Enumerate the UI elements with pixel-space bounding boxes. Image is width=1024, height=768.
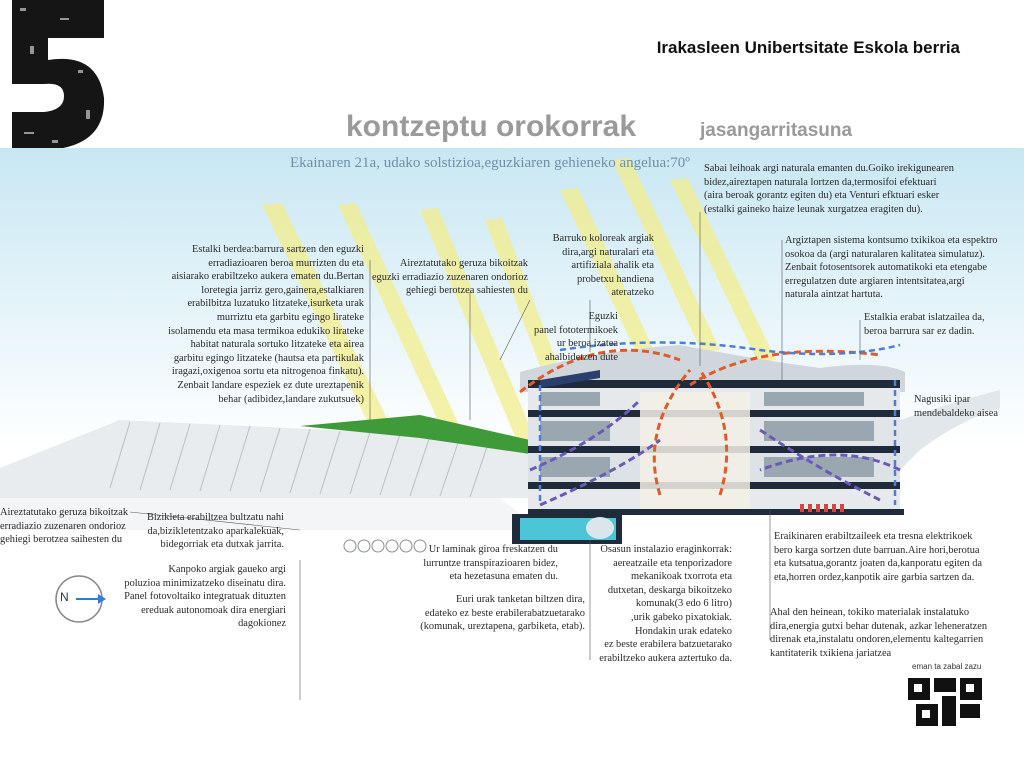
note-outdoor-lights: Kanpoko argiak gaueko argi poluzioa minimizatzeko diseinatu dira. Panel fotovoltaiko integratuak dituzten ereduak autonomoak dira energiari dagokionez <box>124 564 286 630</box>
note-solar-panel: Eguzki panel fototermikoek ur beroa izatea ahalbidetzen dute <box>534 311 618 363</box>
concept-subheading: jasangarritasuna <box>700 120 853 141</box>
ehu-motto: eman ta zabal zazu <box>912 662 982 671</box>
compass-label: N <box>60 590 69 604</box>
note-lighting: Argiztapen sistema kontsumo txikikoa eta espektro osokoa da (argi naturalaren kalitatea simulatuz). Zenbait fotosentsorek automatikoki eta etengabe erregulatzen dute argiaren intentsitatea,argi naturala aintzat hartuta. <box>785 235 998 301</box>
note-double-skin-top: Aireztatutako geruza bikoitzak eguzki erradiazio zuzenaren ondorioz gehiegi berotzea sahiesten du <box>371 258 528 297</box>
concept-heading: kontzeptu orokorrak <box>346 110 637 143</box>
note-health-installation: Osasun instalazio eraginkorrak: aereatzaile eta tenporizadore mekanikoak txorrota eta dutxetan, deskarga bikoitzeko komunak(3 edo 6 litro) ,urik gabeko pixatokiak. Hondakin urak edateko ez beste erabilera batzuetarako erabiltzeko aukera aztertuko da. <box>599 544 732 664</box>
note-double-skin-left: Aireztatutako geruza bikoitzak erradiazio zuzenaren ondorioz gehiegi berotzea saihesten du <box>0 507 129 546</box>
note-water-sheet: Ur laminak giroa freskatzen du lurruntze transpirazioaren bidez, eta hezetasuna ematen du. <box>423 544 558 583</box>
page-title: Irakasleen Unibertsitate Eskola berria <box>656 38 960 57</box>
note-heat-load: Eraikinaren erabiltzaileek eta tresna elektrikoek bero karga sortzen dute barruan.Aire hori,berotua eta kutsatua,gorantz joaten da,kanporatu egiten da eta,horren ordez,kanpotik aire garbia sartzen da. <box>774 531 983 583</box>
note-local-materials: Ahal den heinean, tokiko materialak instalatuko dira,energia gutxi behar dutenak, azkar leheneratzen direnak eta,instalatu ondoren,elementu kaltegarrien kantitaterik txikiena jariatzea <box>770 607 988 659</box>
note-interior-colors: Barruko koloreak argiak dira,argi naturalari eta artifiziala ahalik eta probetxu handiena ateratzeko <box>552 233 654 299</box>
note-north-wind: Nagusiki ipar mendebaldeko aisea <box>914 394 998 419</box>
solstice-caption: Ekainaren 21a, udako solstizioa,eguzkiaren gehieneko angelua:70º <box>290 155 690 171</box>
faculty-5-logo <box>0 0 112 150</box>
note-bicycle: Bizikleta erabiltzea bultzatu nahi da,bizikletentzako aparkalekuak, bidegorriak eta dutxak jarrita. <box>146 512 284 551</box>
note-green-roof: Estalki berdea:barrura sartzen den eguzki erradiazioaren beroa murrizten du eta aisiarako erabiltzeko aukera ematen du.Bertan loretegia jarriz gero,gainera,estalkiaren erabilbitza luzatuko litzateke,isurketa urak murriztu eta garbitu egingo lirateke isolamendu eta masa termikoa edukiko lirateke habitat naturala sortuko litzateke eta airea garbitu egingo litzateke (hautsa eta partikulak iragazi,oxigenoa sortu eta nitrogenoa finkatu). Zenbait landare espeziek ez dute ureztapenik behar (adibidez,landare zukutsuek) <box>168 244 364 405</box>
note-skylights: Sabai leihoak argi naturala emanten du.Goiko irekigunearen bidez,aireztapen naturala lortzen da,termosifoi efektuari (aira beroak gorantz egiten du) eta Venturi efktuari esker (estalki gaineko haize leunak xurgatzea eragiten du). <box>704 163 954 215</box>
note-rainwater: Euri urak tanketan biltzen dira, edateko ez beste erabilerabatzuetarako (komunak, ureztapena, garbiketa, etab). <box>420 594 585 633</box>
note-roof-insulation: Estalkia erabat islatzailea da, beroa barrura sar ez dadin. <box>864 312 985 337</box>
university-logo-icon <box>906 674 986 730</box>
